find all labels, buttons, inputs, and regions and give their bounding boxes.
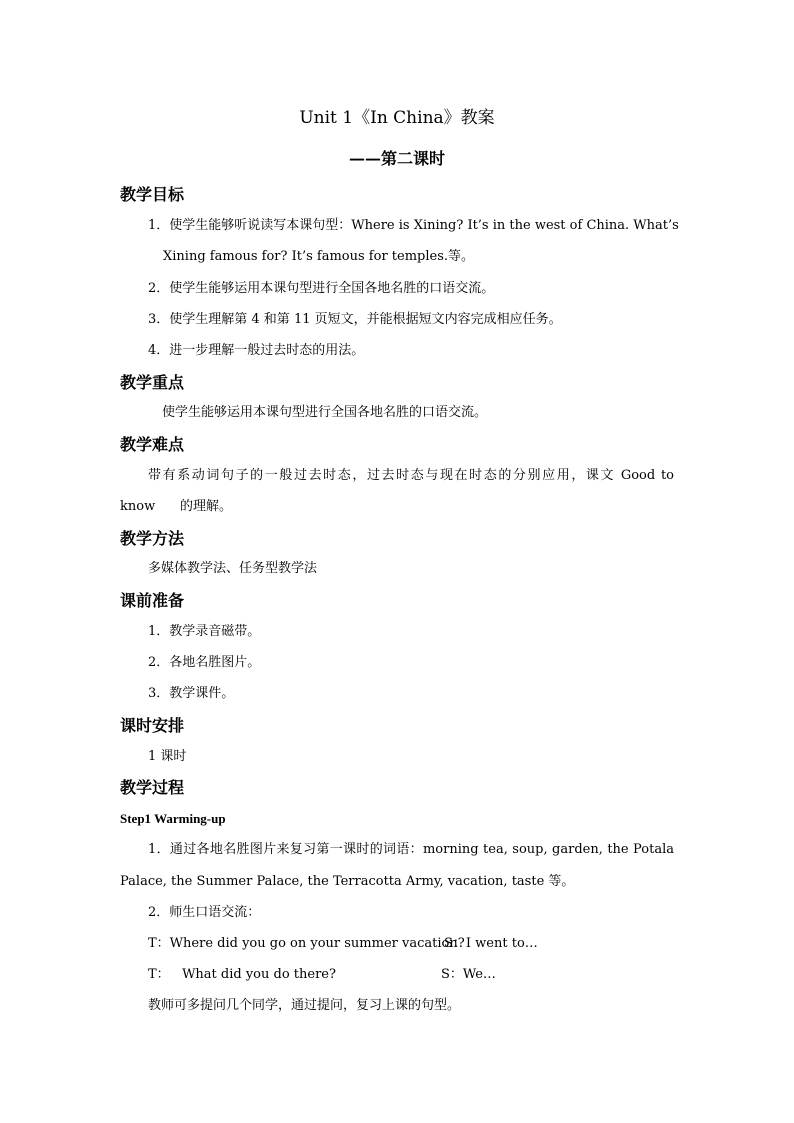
preparation-item-3: 3．教学课件。 xyxy=(148,686,235,701)
process-note: 教师可多提问几个同学，通过提问，复习上课的句型。 xyxy=(148,998,461,1013)
heading-schedule: 课时安排 xyxy=(120,716,185,735)
preparation-item-2: 2．各地名胜图片。 xyxy=(148,655,261,670)
process-item-1: 1．通过各地名胜图片来复习第一课时的词语：morning tea, soup, garden, the Potala xyxy=(148,842,674,857)
heading-key-points: 教学重点 xyxy=(120,373,185,392)
step1-heading: Step1 Warming-up xyxy=(120,811,226,826)
dialog-teacher-2: T： What did you do there? xyxy=(148,967,336,982)
heading-process: 教学过程 xyxy=(120,778,185,797)
document-subtitle: ——第二课时 xyxy=(348,149,445,168)
goal-item-2: 2．使学生能够运用本课句型进行全国各地名胜的口语交流。 xyxy=(148,281,495,296)
dialog-teacher-1: T：Where did you go on your summer vacation? xyxy=(148,936,465,951)
difficulties-line-2: know 的理解。 xyxy=(120,499,232,514)
process-item-1-cont: Palace, the Summer Palace, the Terracotta Army, vacation, taste 等。 xyxy=(120,874,575,889)
heading-methods: 教学方法 xyxy=(120,529,185,548)
schedule-text: 1 课时 xyxy=(148,749,187,764)
goal-item-4: 4．进一步理解一般过去时态的用法。 xyxy=(148,343,365,358)
difficulties-line-1: 带有系动词句子的一般过去时态，过去时态与现在时态的分别应用，课文 Good to xyxy=(148,468,674,483)
heading-preparation: 课前准备 xyxy=(120,591,185,610)
heading-goals: 教学目标 xyxy=(120,185,185,204)
dialog-student-2: S：We… xyxy=(441,967,496,982)
goal-item-3: 3．使学生理解第 4 和第 11 页短文，并能根据短文内容完成相应任务。 xyxy=(148,312,562,327)
preparation-item-1: 1．教学录音磁带。 xyxy=(148,624,261,639)
goal-item-1-cont: Xining famous for? It’s famous for temples.等。 xyxy=(163,249,475,264)
dialog-student-1: S：I went to… xyxy=(444,936,538,951)
methods-text: 多媒体教学法、任务型教学法 xyxy=(148,561,318,576)
heading-difficulties: 教学难点 xyxy=(120,435,185,454)
key-points-text: 使学生能够运用本课句型进行全国各地名胜的口语交流。 xyxy=(162,405,488,420)
document-title: Unit 1《In China》教案 xyxy=(299,108,495,128)
goal-item-1: 1．使学生能够听说读写本课句型：Where is Xining? It’s in the west of China. What’s xyxy=(148,218,679,233)
process-item-2: 2．师生口语交流： xyxy=(148,905,261,920)
